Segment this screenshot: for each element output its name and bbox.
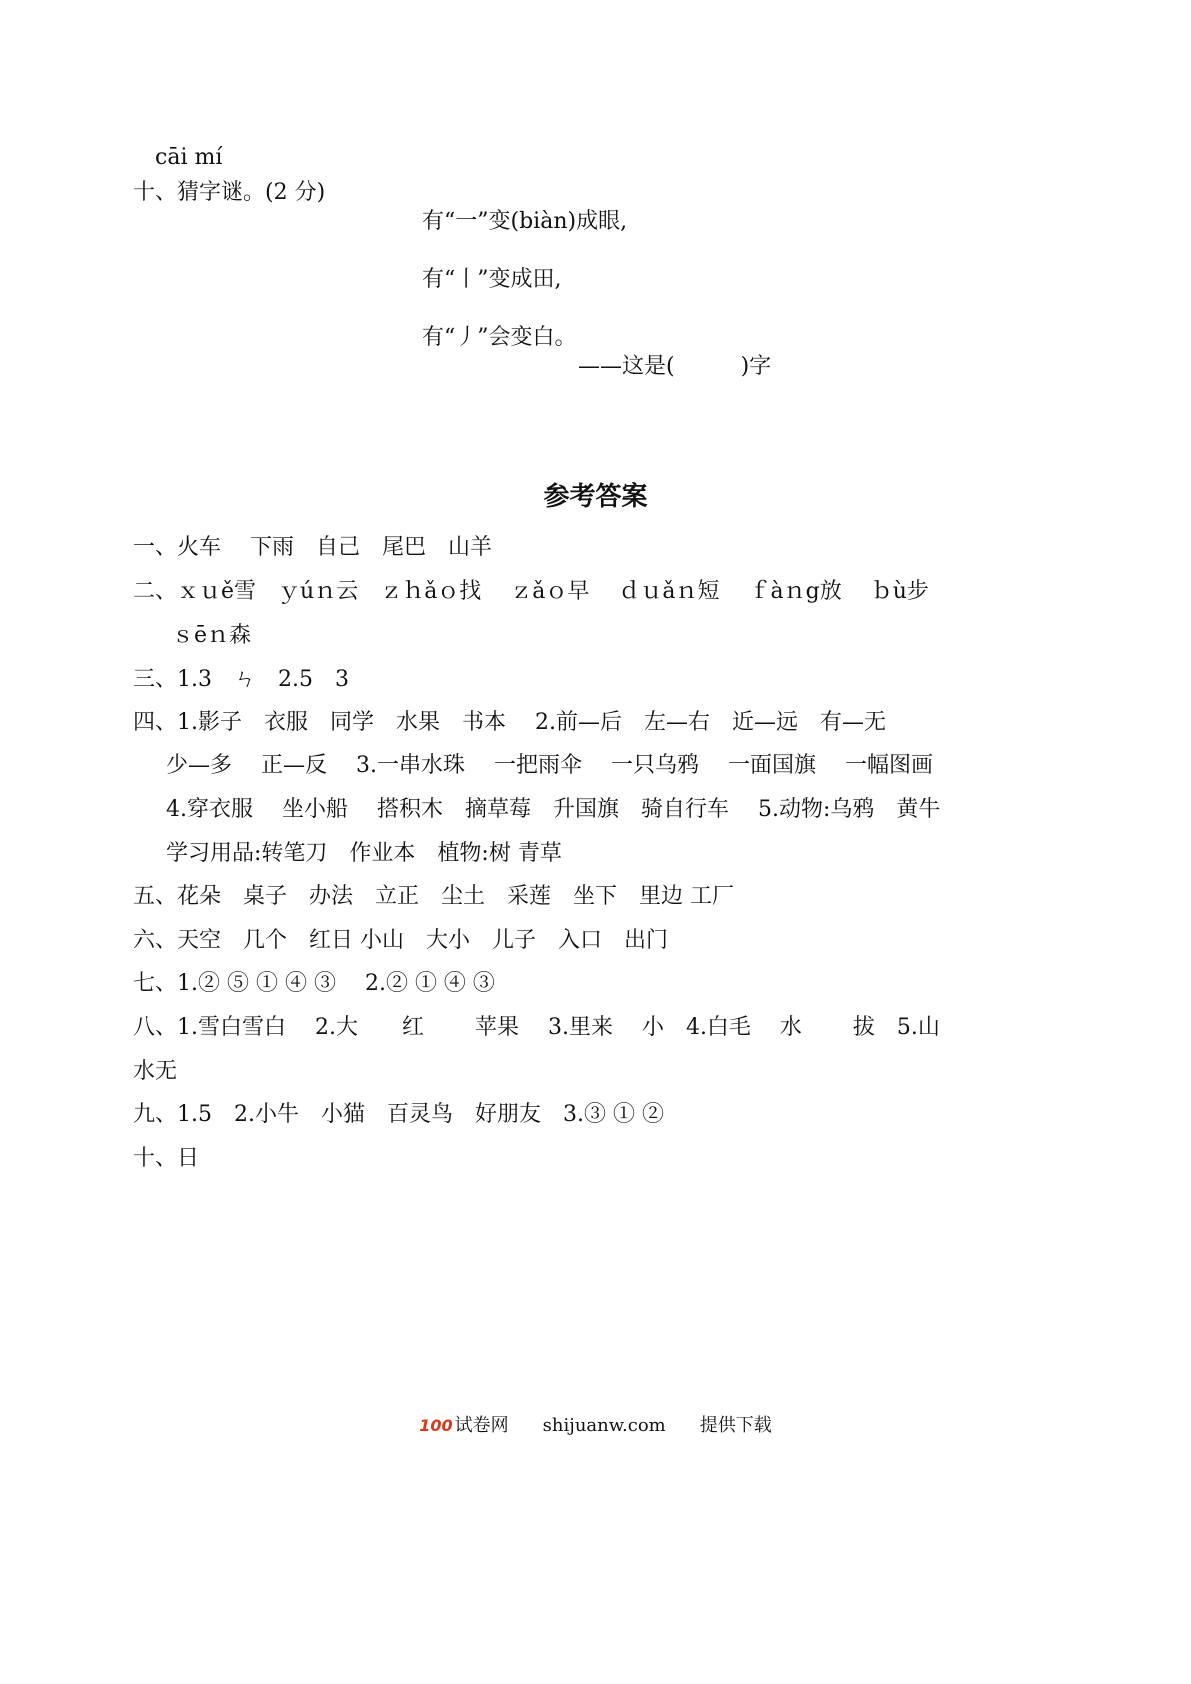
site-logo: 100 [419,1416,453,1435]
page-footer [0,1411,1191,1441]
answers-title: 参考答案 [543,482,648,512]
answer-line-5: 四、1.影子 衣服 同学 水果 书本 2.前—后 左—右 近—远 有—无 [133,710,886,735]
answer-line-8: 学习用品:转笔刀 作业本 植物:树 青草 [166,841,562,866]
answer-line-4: 三、1.3 ㄣ 2.5 3 [133,667,349,692]
answer-line-3: ｓēｎ森 [172,623,252,648]
site-name: 试卷网 [454,1415,509,1436]
download-note: 提供下载 [699,1415,772,1436]
riddle-line-2: 有“丨”变成田, [422,267,562,292]
answer-line-1: 一、火车 下雨 自己 尾巴 山羊 [133,535,492,560]
riddle-heading: 十、猜字谜。(2 分) [133,180,326,205]
answer-line-11: 七、1.② ⑤ ① ④ ③ 2.② ① ④ ③ [133,971,495,996]
answer-line-15: 十、日 [133,1146,200,1171]
answer-line-12: 八、1.雪白雪白 2.大 红 苹果 3.里来 小 4.白毛 水 拔 5.山 [133,1015,940,1040]
answer-line-9: 五、花朵 桌子 办法 立正 尘土 采莲 坐下 里边 工厂 [133,884,734,909]
answer-line-13: 水无 [133,1059,178,1084]
site-url: shijuanw.com [542,1415,666,1436]
answer-line-6: 少—多 正—反 3.一串水珠 一把雨伞 一只乌鸦 一面国旗 一幅图画 [166,753,933,778]
riddle-answer-prompt: ——这是( )字 [578,354,772,379]
riddle-pinyin: cāi mí [155,145,223,170]
riddle-line-1: 有“一”变(biàn)成眼, [422,209,628,234]
riddle-line-3: 有“丿”会变白。 [422,325,577,350]
answer-line-14: 九、1.5 2.小牛 小猫 百灵鸟 好朋友 3.③ ① ② [133,1102,664,1127]
answer-line-10: 六、天空 几个 红日 小山 大小 儿子 入口 出门 [133,928,668,953]
answer-line-2: 二、ｘｕě雪 ｙúｎ云 ｚｈǎｏ找 ｚǎｏ早 ｄｕǎｎ短 ｆàｎg放 ｂù步 [133,579,929,604]
answer-line-7: 4.穿衣服 坐小船 搭积木 摘草莓 升国旗 骑自行车 5.动物:乌鸦 黄牛 [166,797,941,822]
